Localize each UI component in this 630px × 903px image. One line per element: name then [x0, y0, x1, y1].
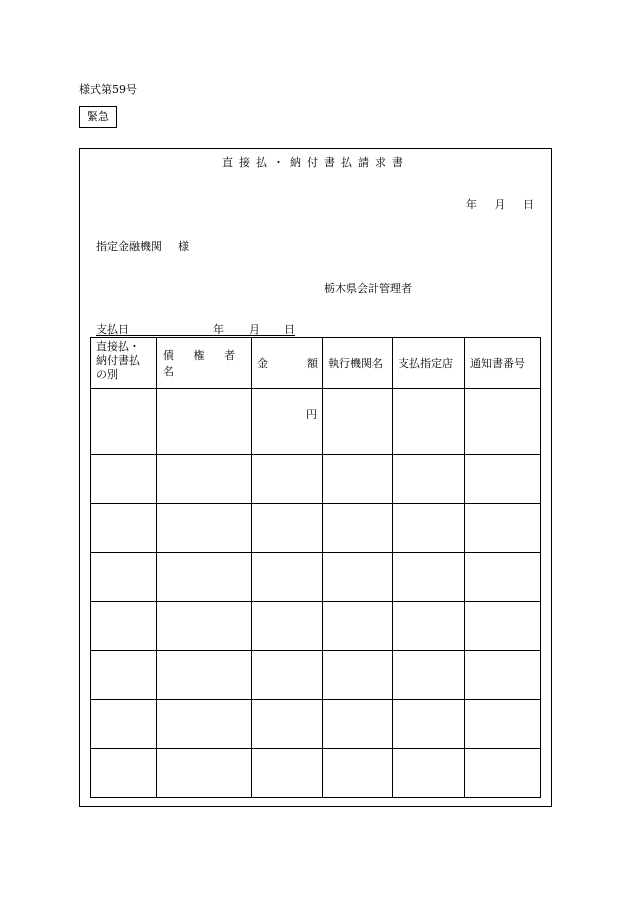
addressee-name: 指定金融機関: [96, 240, 162, 253]
cell-payment-type[interactable]: [91, 455, 157, 504]
request-table: [90, 337, 541, 798]
cell-amount[interactable]: [252, 651, 323, 700]
cell-creditor-name[interactable]: [157, 455, 252, 504]
payment-date-label: 支払日: [96, 323, 129, 336]
cell-amount[interactable]: [252, 700, 323, 749]
cell-amount[interactable]: [252, 553, 323, 602]
cell-notice-number[interactable]: [465, 389, 541, 455]
cell-amount[interactable]: [252, 504, 323, 553]
issuer: 栃木県会計管理者: [324, 282, 412, 295]
cell-payment-branch[interactable]: [393, 602, 465, 651]
cell-notice-number[interactable]: [465, 749, 541, 798]
cell-payment-type[interactable]: [91, 602, 157, 651]
document-title: 直接払・納付書払請求書: [222, 156, 409, 169]
cell-executing-agency[interactable]: [323, 602, 393, 651]
cell-creditor-name[interactable]: [157, 553, 252, 602]
issue-date-line: 年 月 日: [466, 198, 534, 211]
cell-notice-number[interactable]: [465, 553, 541, 602]
cell-amount[interactable]: [252, 455, 323, 504]
table-row: [91, 389, 541, 455]
header-payment-type: 直接払・ 納付書払 の別: [91, 338, 157, 389]
table-row: [91, 749, 541, 798]
cell-notice-number[interactable]: [465, 651, 541, 700]
header-amount: 金 額: [252, 338, 323, 389]
cell-payment-branch[interactable]: [393, 700, 465, 749]
addressee: [96, 238, 189, 254]
cell-creditor-name[interactable]: [157, 651, 252, 700]
payment-date-field: [96, 321, 295, 336]
table-header-row: [91, 338, 541, 389]
table-row: [91, 553, 541, 602]
cell-amount[interactable]: [252, 602, 323, 651]
cell-payment-branch[interactable]: [393, 749, 465, 798]
cell-executing-agency[interactable]: [323, 389, 393, 455]
form-frame: [79, 148, 552, 807]
payment-date-day: 日: [284, 323, 295, 336]
cell-payment-type[interactable]: [91, 389, 157, 455]
cell-payment-type[interactable]: [91, 749, 157, 798]
cell-creditor-name[interactable]: [157, 749, 252, 798]
form-number: 様式第59号: [79, 83, 137, 96]
cell-executing-agency[interactable]: [323, 504, 393, 553]
cell-notice-number[interactable]: [465, 700, 541, 749]
honorific: 様: [178, 240, 189, 253]
cell-executing-agency[interactable]: [323, 553, 393, 602]
cell-executing-agency[interactable]: [323, 700, 393, 749]
cell-executing-agency[interactable]: [323, 749, 393, 798]
urgent-box: 緊急: [79, 106, 117, 128]
cell-payment-branch[interactable]: [393, 455, 465, 504]
cell-payment-branch[interactable]: [393, 651, 465, 700]
cell-payment-type[interactable]: [91, 651, 157, 700]
cell-creditor-name[interactable]: [157, 602, 252, 651]
table-row: [91, 700, 541, 749]
cell-amount[interactable]: 円: [252, 389, 323, 455]
cell-creditor-name[interactable]: [157, 504, 252, 553]
header-creditor-name: 債 権 者 名: [157, 338, 252, 389]
cell-payment-type[interactable]: [91, 700, 157, 749]
cell-creditor-name[interactable]: [157, 389, 252, 455]
cell-payment-branch[interactable]: [393, 553, 465, 602]
cell-payment-branch[interactable]: [393, 504, 465, 553]
payment-date-year: 年: [213, 323, 224, 336]
cell-executing-agency[interactable]: [323, 651, 393, 700]
cell-payment-type[interactable]: [91, 553, 157, 602]
cell-notice-number[interactable]: [465, 504, 541, 553]
payment-date-month: 月: [249, 323, 260, 336]
cell-payment-branch[interactable]: [393, 389, 465, 455]
header-executing-agency: 執行機関名: [323, 338, 393, 389]
table-row: [91, 602, 541, 651]
cell-creditor-name[interactable]: [157, 700, 252, 749]
header-notice-number: 通知書番号: [465, 338, 541, 389]
table-row: [91, 651, 541, 700]
cell-notice-number[interactable]: [465, 602, 541, 651]
cell-executing-agency[interactable]: [323, 455, 393, 504]
header-payment-branch: 支払指定店: [393, 338, 465, 389]
cell-payment-type[interactable]: [91, 504, 157, 553]
cell-notice-number[interactable]: [465, 455, 541, 504]
cell-amount[interactable]: [252, 749, 323, 798]
table-row: [91, 455, 541, 504]
table-row: [91, 504, 541, 553]
